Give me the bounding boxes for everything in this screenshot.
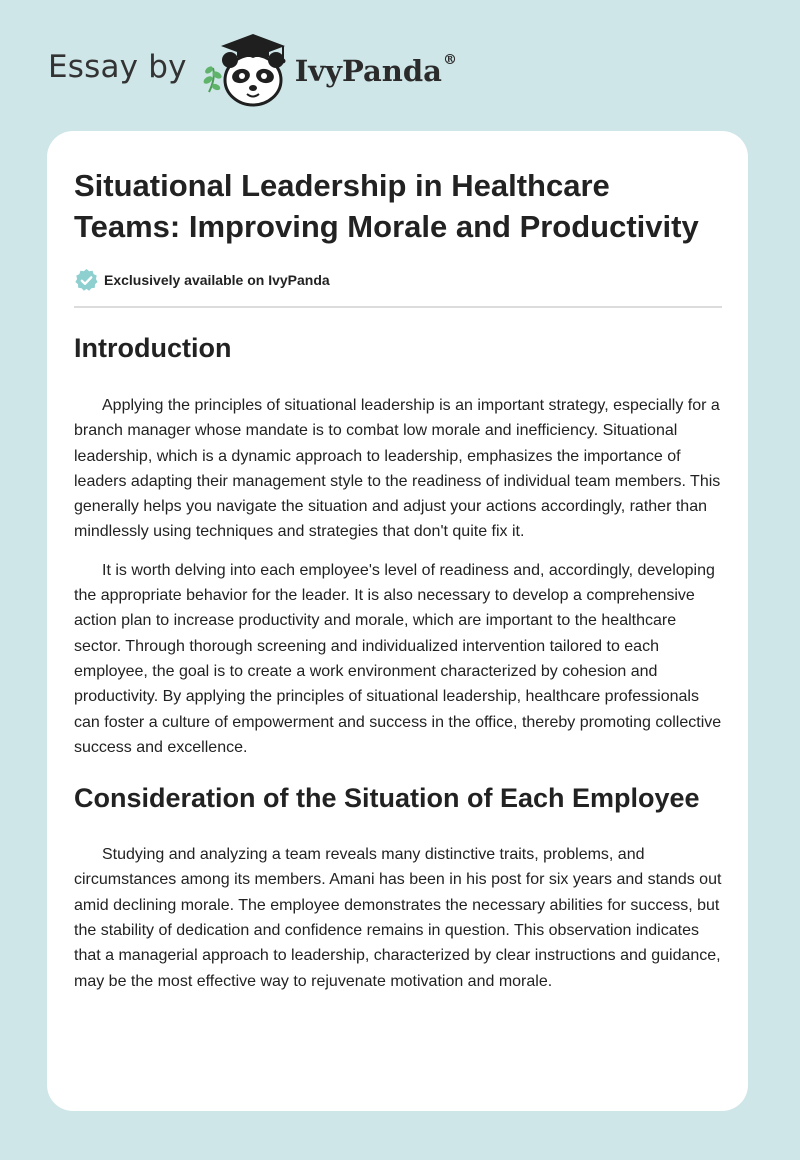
panda-graduate-icon[interactable] [199,30,291,110]
check-circle-icon [74,268,99,293]
exclusive-badge-label: Exclusively available on IvyPanda [104,272,330,288]
section-introduction [74,328,722,760]
logo-name-text: IvyPanda [294,54,442,88]
essay-by-label: Essay by [48,49,187,85]
title-divider [74,306,722,308]
paragraph: Studying and analyzing a team reveals many distinctive traits, problems, and circumstances among its members. Amani has been in his post for six years and stands out amid declining morale. The employee demonstrates the necessary abilities for success, but the stability of dedication and confidence remains in question. This observation indicates that a managerial approach to leadership, characterized by clear instructions and guidance, may be the most effective way to rejuvenate motivation and morale. [74,846,722,990]
essay-card [47,131,748,1111]
page-title: Situational Leadership in Healthcare Teams: Improving Morale and Productivity [74,168,699,244]
section-heading: Consideration of the Situation of Each Employee [74,783,700,814]
section-heading: Introduction [74,333,232,363]
section-consideration [74,778,722,994]
site-header [48,30,457,110]
registered-mark: ® [442,52,457,68]
logo-wordmark[interactable] [295,54,457,88]
paragraph: It is worth delving into each employee's level of readiness and, accordingly, developing the appropriate behavior for the leader. It is also necessary to develop a comprehensive action plan to increase productivity and morale, which are important to the healthcare sector. Through thorough screening and individualized intervention tailored to each employee, the goal is to create a work environment characterized by cohesion and productivity. By applying the principles of situational leadership, healthcare professionals can foster a culture of empowerment and success in the office, thereby promoting collective success and excellence. [74,561,722,756]
exclusive-badge [74,267,722,293]
paragraph: Applying the principles of situational leadership is an important strategy, especially for a branch manager whose mandate is to combat low morale and inefficiency. Situational leadership, which is a dynamic approach to leadership, emphasizes the importance of leaders adapting their management style to the readiness of individual team members. This generally helps you navigate the situation and adjust your actions accordingly, rather than mindlessly using techniques and strategies that don't quite fix it. [74,397,721,541]
